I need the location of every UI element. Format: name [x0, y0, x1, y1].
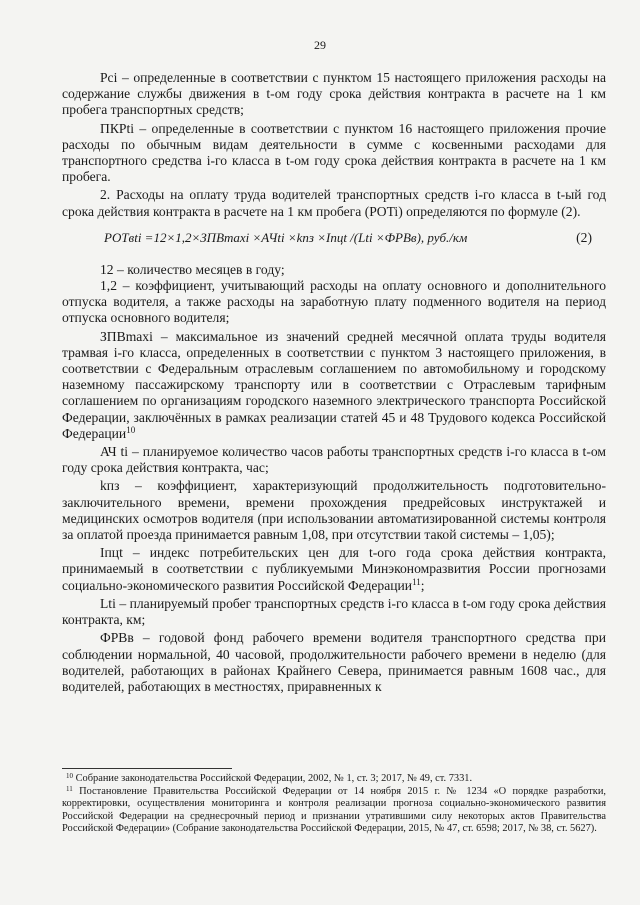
paragraph-p-si: Pсi – определенные в соответствии с пунктом 15 настоящего приложения расходы на содержание службы движения в t-ом году срока действия контракта в расчете на 1 км пробега транспортных средств; [62, 70, 606, 118]
footnote-10-text: Собрание законодательства Российской Федерации, 2002, № 1, ст. 3; 2017, № 49, ст. 7331. [75, 773, 473, 784]
paragraph-section-2: 2. Расходы на оплату труда водителей транспортных средств i-го класса в t-ый год срока действия контракта в расчете на 1 км пробега (POTi) определяются по формуле (2). [62, 187, 606, 219]
paragraph-frv: ФРВв – годовой фонд рабочего времени водителя транспортного средства при соблюдении нормальной, 40 часовой, продолжительности рабочего времени в неделю (для водителей, работающих в районах Крайнего Севера, принимается равным 1608 час., для водителей, работающих в местностях, приравненных к [62, 630, 606, 694]
formula-expression: POTвti =12×1,2×ЗПВmaxi ×АЧti ×kпз ×Iпцt /(Lti ×ФРВв), руб./км [104, 229, 468, 245]
footnote-11-text: Постановление Правительства Российской Федерации от 14 ноября 2015 г. № 1234 «О порядке разработки, корректировки, осуществления мониторинга и контроля реализации прогноза социально-экономического развития Российской Федерации на среднесрочный период и признании утратившими силу некоторых актов Правительства Российской Федерации» (Собрание законодательства Российской Федерации, 2015, № 47, ст. 6598; 2017, № 38, ст. 5627). [62, 786, 606, 834]
paragraph-ipc [62, 545, 606, 594]
paragraph-coefficient-1-2: 1,2 – коэффициент, учитывающий расходы на оплату основного и дополнительного отпуска водителя, а также расходы на заработную плату подменного водителя на период отпуска основного водителя; [62, 278, 606, 326]
formula-2 [62, 230, 606, 250]
paragraph-zpv [62, 329, 606, 442]
footnote-ref-11: 11 [412, 576, 421, 587]
paragraph-kpz: kпз – коэффициент, характеризующий продолжительность подготовительно-заключительного времени, времени прохождения предрейсовых инструктажей и медицинских осмотров водителя (при использовании автоматизированной системы контроля за оплатой проезда принимается равным 1,08, при отсутствии такой системы – 1,05); [62, 478, 606, 543]
footnote-11-mark: 11 [66, 785, 73, 794]
main-text [62, 70, 606, 695]
footnote-10-mark: 10 [66, 772, 73, 780]
footnotes [62, 773, 606, 836]
footnote-divider [62, 768, 232, 769]
paragraph-months: 12 – количество месяцев в году; [100, 261, 285, 277]
footnote-ref-10: 10 [126, 424, 136, 435]
footnote-10 [62, 773, 606, 785]
formula-number: (2) [576, 229, 592, 245]
ipc-end: ; [420, 577, 425, 593]
paragraph-ach: АЧ ti – планируемое количество часов работы транспортных средств i-го класса в t-ом году срока действия контракта, час; [62, 444, 606, 476]
paragraph-lti: Lti – планируемый пробег транспортных средств i-го класса в t-ом году срока действия контракта, км; [62, 595, 606, 628]
footnote-11 [62, 786, 606, 835]
page-number: 29 [314, 38, 326, 52]
paragraph-pkr: ПКРti – определенные в соответствии с пунктом 16 настоящего приложения прочие расходы по обычным видам деятельности в сумме с косвенными расходами для транспортного средства i-го класса в t-ом году срока действия контракта в расчете на 1 км пробега. [62, 120, 606, 185]
ipc-text: Iпцt – индекс потребительских цен для t-ого года срока действия контракта, принимаемый в соответствии с публикуемыми Минэкономразвития России прогнозами социально-экономического развития Российской Федерации [62, 545, 606, 593]
zpv-text: ЗПВmaxi – максимальное из значений средней месячной оплата труды водителя трамвая i-го класса, определенных в соответствии с пунктом 3 настоящего приложения, в соответствии с Федеральным отраслевым соглашением по автомобильному и городскому наземному пассажирскому транспорту или в соответствии с Отраслевым тарифным соглашением по организациям городского наземного электрического транспорта Российской Федерации, заключённых в рамках реализации статей 45 и 48 Трудового кодекса Российской Федерации [62, 328, 606, 441]
